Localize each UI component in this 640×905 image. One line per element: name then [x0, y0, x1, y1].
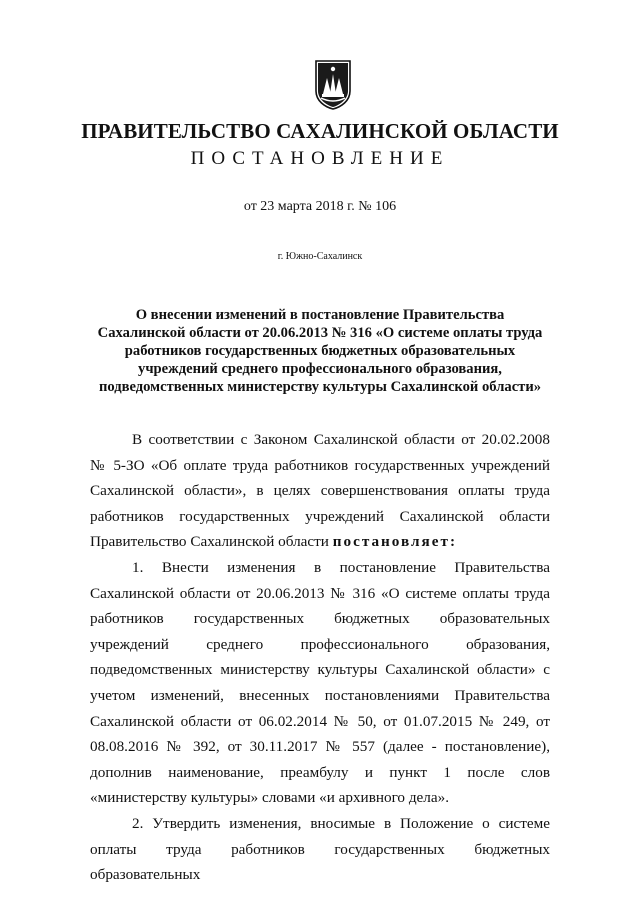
document-place: г. Южно-Сахалинск [277, 251, 363, 262]
document-type: ПОСТАНОВЛЕНИЕ [190, 148, 450, 169]
document-subject: О внесении изменений в постановление Правительства Сахалинской области от 20.06.2013 № 316 «О системе оплаты труда работников государственных бюджетных образовательных учреждений среднего профессионального образования, подведомственных министерству культуры Сахалинской области» [97, 307, 543, 395]
preamble-text: В соответствии с Законом Сахалинской области от 20.02.2008 № 5-ЗО «Об оплате труда работников государственных учреждений Сахалинской области», в целях совершенствования оплаты труда работников государственных учреждений Сахалинской области Правительство Сахалинской области [90, 431, 550, 551]
item-2-paragraph: 2. Утвердить изменения, вносимые в Положение о системе оплаты труда работников государственных бюджетных образовательных [90, 814, 550, 884]
preamble-paragraph [90, 427, 550, 555]
item-1-paragraph: 1. Внести изменения в постановление Правительства Сахалинской области от 20.06.2013 № 316 «О системе оплаты труда работников государственных бюджетных образовательных учреждений среднего профессионального образования, подведомственных министерству культуры Сахалинской области» с учетом изменений, внесенных постановлениями Правительства Сахалинской области от 06.02.2014 № 50, от 01.07.2015 № 249, от 08.08.2016 № 392, от 30.11.2017 № 557 (далее - постановление), дополнив наименование, преамбулу и пункт 1 после слов «министерству культуры» словами «и архивного дела». [90, 558, 550, 807]
government-name: ПРАВИТЕЛЬСТВО САХАЛИНСКОЙ ОБЛАСТИ [81, 119, 559, 143]
document-date-number: от 23 марта 2018 г. № 106 [243, 199, 397, 214]
document-body [90, 427, 550, 888]
resolves-word: постановляет: [332, 533, 458, 551]
sakhalin-coat-of-arms-icon [314, 60, 352, 110]
